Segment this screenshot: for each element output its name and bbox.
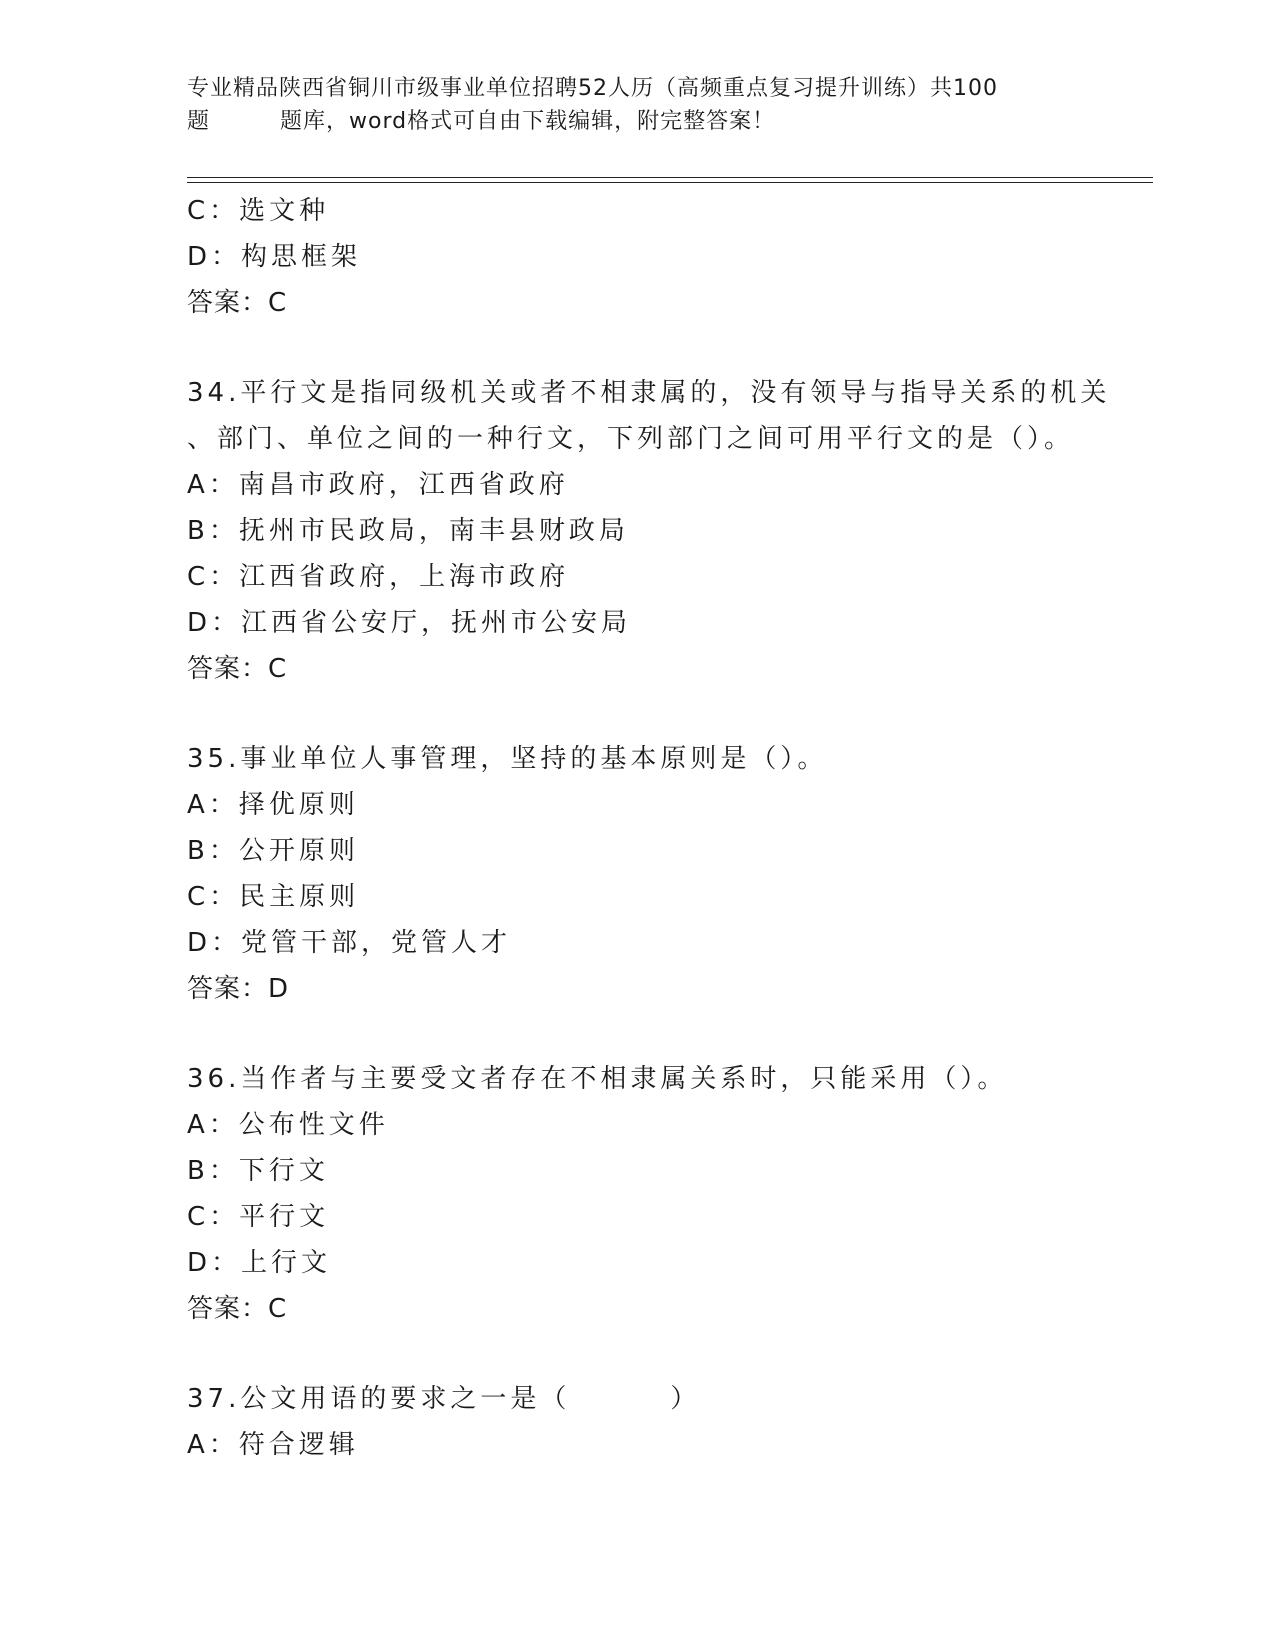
answer: 答案：D [187, 974, 290, 1004]
option-d: D：江西省公安厅，抚州市公安局 [187, 608, 632, 638]
option-a: A：南昌市政府，江西省政府 [187, 470, 569, 500]
option-d: D：党管干部，党管人才 [187, 928, 512, 958]
option-c: C：江西省政府，上海市政府 [187, 562, 570, 592]
question-stem: 36.当作者与主要受文者存在不相隶属关系时，只能采用（）。 [187, 1064, 1008, 1094]
question-35 [187, 736, 1187, 1012]
option-c: C：选文种 [187, 196, 330, 226]
header-rule-top [187, 177, 1153, 178]
option-c: C：平行文 [187, 1202, 330, 1232]
question-33-tail [187, 188, 1187, 326]
answer: 答案：C [187, 288, 288, 318]
option-b: B：下行文 [187, 1156, 329, 1186]
question-stem [187, 1376, 1187, 1422]
answer: 答案：C [187, 654, 288, 684]
question-36 [187, 1056, 1187, 1332]
answer: 答案：C [187, 1294, 288, 1324]
option-a: A：符合逻辑 [187, 1430, 359, 1460]
option-c: C：民主原则 [187, 882, 360, 912]
document-header [187, 72, 1087, 138]
option-b: B：抚州市民政局，南丰县财政局 [187, 516, 629, 546]
header-title-line2 [187, 105, 1087, 138]
question-34 [187, 370, 1187, 692]
question-stem: 35.事业单位人事管理，坚持的基本原则是（）。 [187, 744, 828, 774]
header-rule-bottom [187, 182, 1153, 183]
question-stem-start: 37.公文用语的要求之一是（ [187, 1384, 571, 1414]
question-37 [187, 1376, 1187, 1468]
question-stem-end: ） [670, 1384, 701, 1414]
question-stem: 34.平行文是指同级机关或者不相隶属的，没有领导与指导关系的机关 [187, 378, 1111, 408]
option-a: A：择优原则 [187, 790, 359, 820]
question-stem: 、部门、单位之间的一种行文，下列部门之间可用平行文的是（）。 [187, 424, 1075, 454]
header-line2-end: 题库，word格式可自由下载编辑，附完整答案！ [280, 109, 776, 134]
question-list [187, 188, 1187, 1468]
option-a: A：公布性文件 [187, 1110, 389, 1140]
header-title-line1: 专业精品陕西省铜川市级事业单位招聘52人历（高频重点复习提升训练）共100 [187, 76, 998, 101]
option-b: B：公开原则 [187, 836, 359, 866]
option-d: D：构思框架 [187, 242, 362, 272]
option-d: D：上行文 [187, 1248, 332, 1278]
header-line2-start: 题 [187, 109, 211, 134]
